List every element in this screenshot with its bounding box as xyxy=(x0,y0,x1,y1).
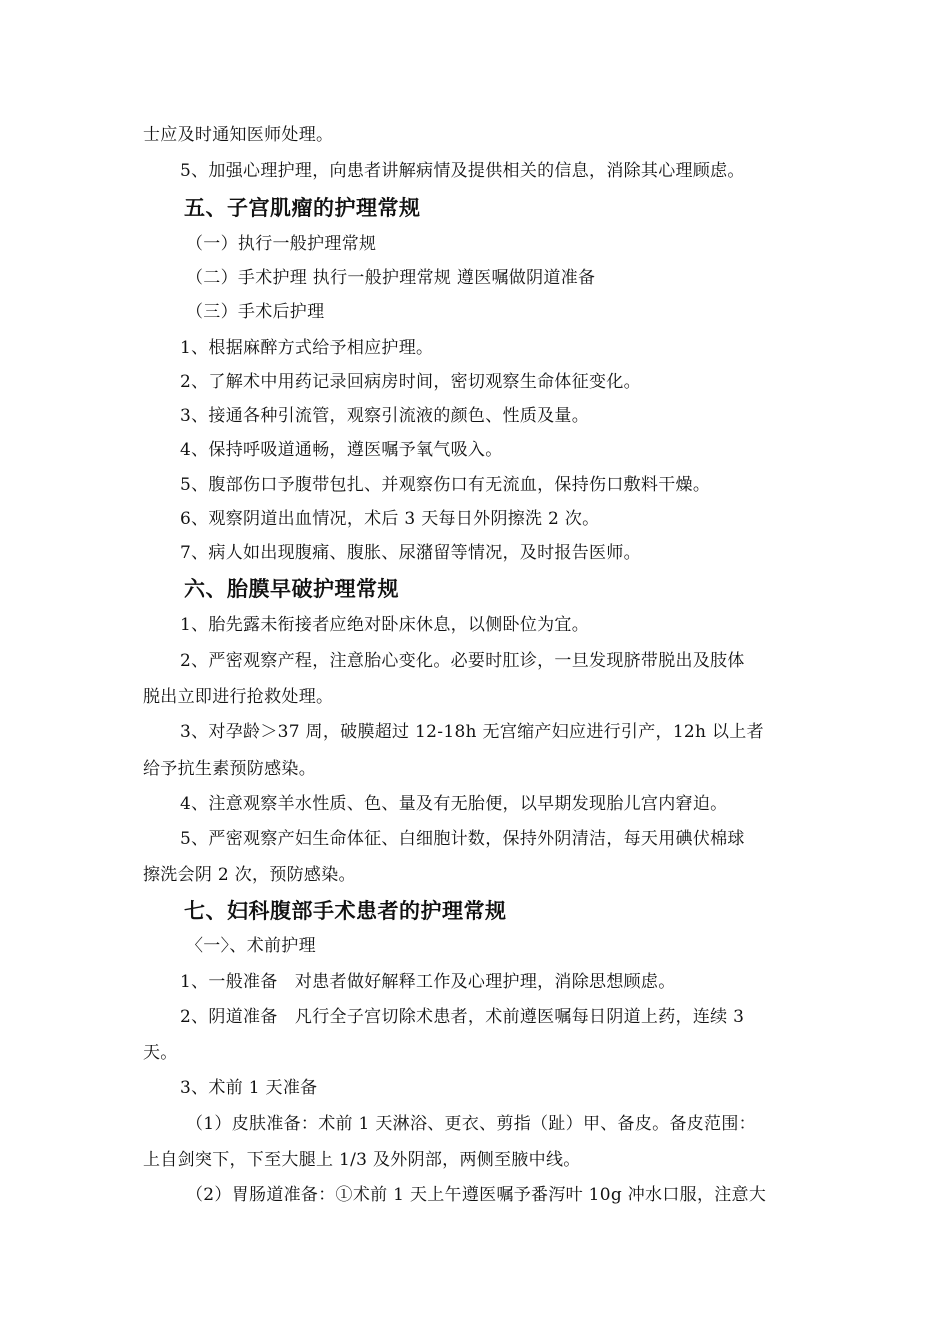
paragraph-line: 士应及时通知医师处理。 xyxy=(143,125,334,145)
paragraph-line: 给予抗生素预防感染。 xyxy=(143,759,316,779)
paragraph-line: （三）手术后护理 xyxy=(186,302,325,322)
paragraph-line: 5、严密观察产妇生命体征、白细胞计数，保持外阴清洁，每天用碘伏棉球 xyxy=(180,829,745,849)
paragraph-line: 天。 xyxy=(143,1043,178,1063)
paragraph-line: 5、加强心理护理，向患者讲解病情及提供相关的信息，消除其心理顾虑。 xyxy=(180,161,745,181)
paragraph-line: 3、对孕龄＞37 周，破膜超过 12-18h 无宫缩产妇应进行引产，12h 以上者 xyxy=(180,722,764,742)
paragraph-line: 脱出立即进行抢救处理。 xyxy=(143,687,334,707)
paragraph-line: 1、胎先露未衔接者应绝对卧床休息，以侧卧位为宜。 xyxy=(180,615,590,635)
paragraph-line: （一）执行一般护理常规 xyxy=(186,234,377,254)
paragraph-line: 2、阴道准备 凡行全子宫切除术患者，术前遵医嘱每日阴道上药，连续 3 xyxy=(180,1007,745,1027)
paragraph-line: 7、病人如出现腹痛、腹胀、尿潴留等情况，及时报告医师。 xyxy=(180,543,641,563)
paragraph-line: （2）胃肠道准备：①术前 1 天上午遵医嘱予番泻叶 10g 冲水口服，注意大 xyxy=(186,1185,767,1205)
paragraph-line: 1、根据麻醉方式给予相应护理。 xyxy=(180,338,434,358)
paragraph-line: 5、腹部伤口予腹带包扎、并观察伤口有无流血，保持伤口敷料干燥。 xyxy=(180,475,711,495)
paragraph-line: 4、保持呼吸道通畅，遵医嘱予氧气吸入。 xyxy=(180,440,503,460)
paragraph-line: 2、了解术中用药记录回病房时间，密切观察生命体征变化。 xyxy=(180,372,641,392)
paragraph-line: 6、观察阴道出血情况，术后 3 天每日外阴擦洗 2 次。 xyxy=(180,509,600,529)
section-heading: 六、胎膜早破护理常规 xyxy=(184,577,399,601)
paragraph-line: 上自剑突下，下至大腿上 1/3 及外阴部，两侧至腋中线。 xyxy=(143,1150,581,1170)
paragraph-line: 〈一〉、术前护理 xyxy=(186,936,316,956)
paragraph-line: 3、术前 1 天准备 xyxy=(180,1078,318,1098)
paragraph-line: 擦洗会阴 2 次，预防感染。 xyxy=(143,865,356,885)
paragraph-line: 4、注意观察羊水性质、色、量及有无胎便，以早期发现胎儿宫内窘迫。 xyxy=(180,794,728,814)
paragraph-line: （二）手术护理 执行一般护理常规 遵医嘱做阴道准备 xyxy=(186,268,596,288)
paragraph-line: 2、严密观察产程，注意胎心变化。必要时肛诊，一旦发现脐带脱出及肢体 xyxy=(180,651,745,671)
paragraph-line: 1、一般准备 对患者做好解释工作及心理护理，消除思想顾虑。 xyxy=(180,972,676,992)
section-heading: 七、妇科腹部手术患者的护理常规 xyxy=(184,899,507,923)
paragraph-line: 3、接通各种引流管，观察引流液的颜色、性质及量。 xyxy=(180,406,590,426)
section-heading: 五、子宫肌瘤的护理常规 xyxy=(184,196,421,220)
paragraph-line: （1）皮肤准备：术前 1 天淋浴、更衣、剪指（趾）甲、备皮。备皮范围： xyxy=(186,1114,756,1134)
